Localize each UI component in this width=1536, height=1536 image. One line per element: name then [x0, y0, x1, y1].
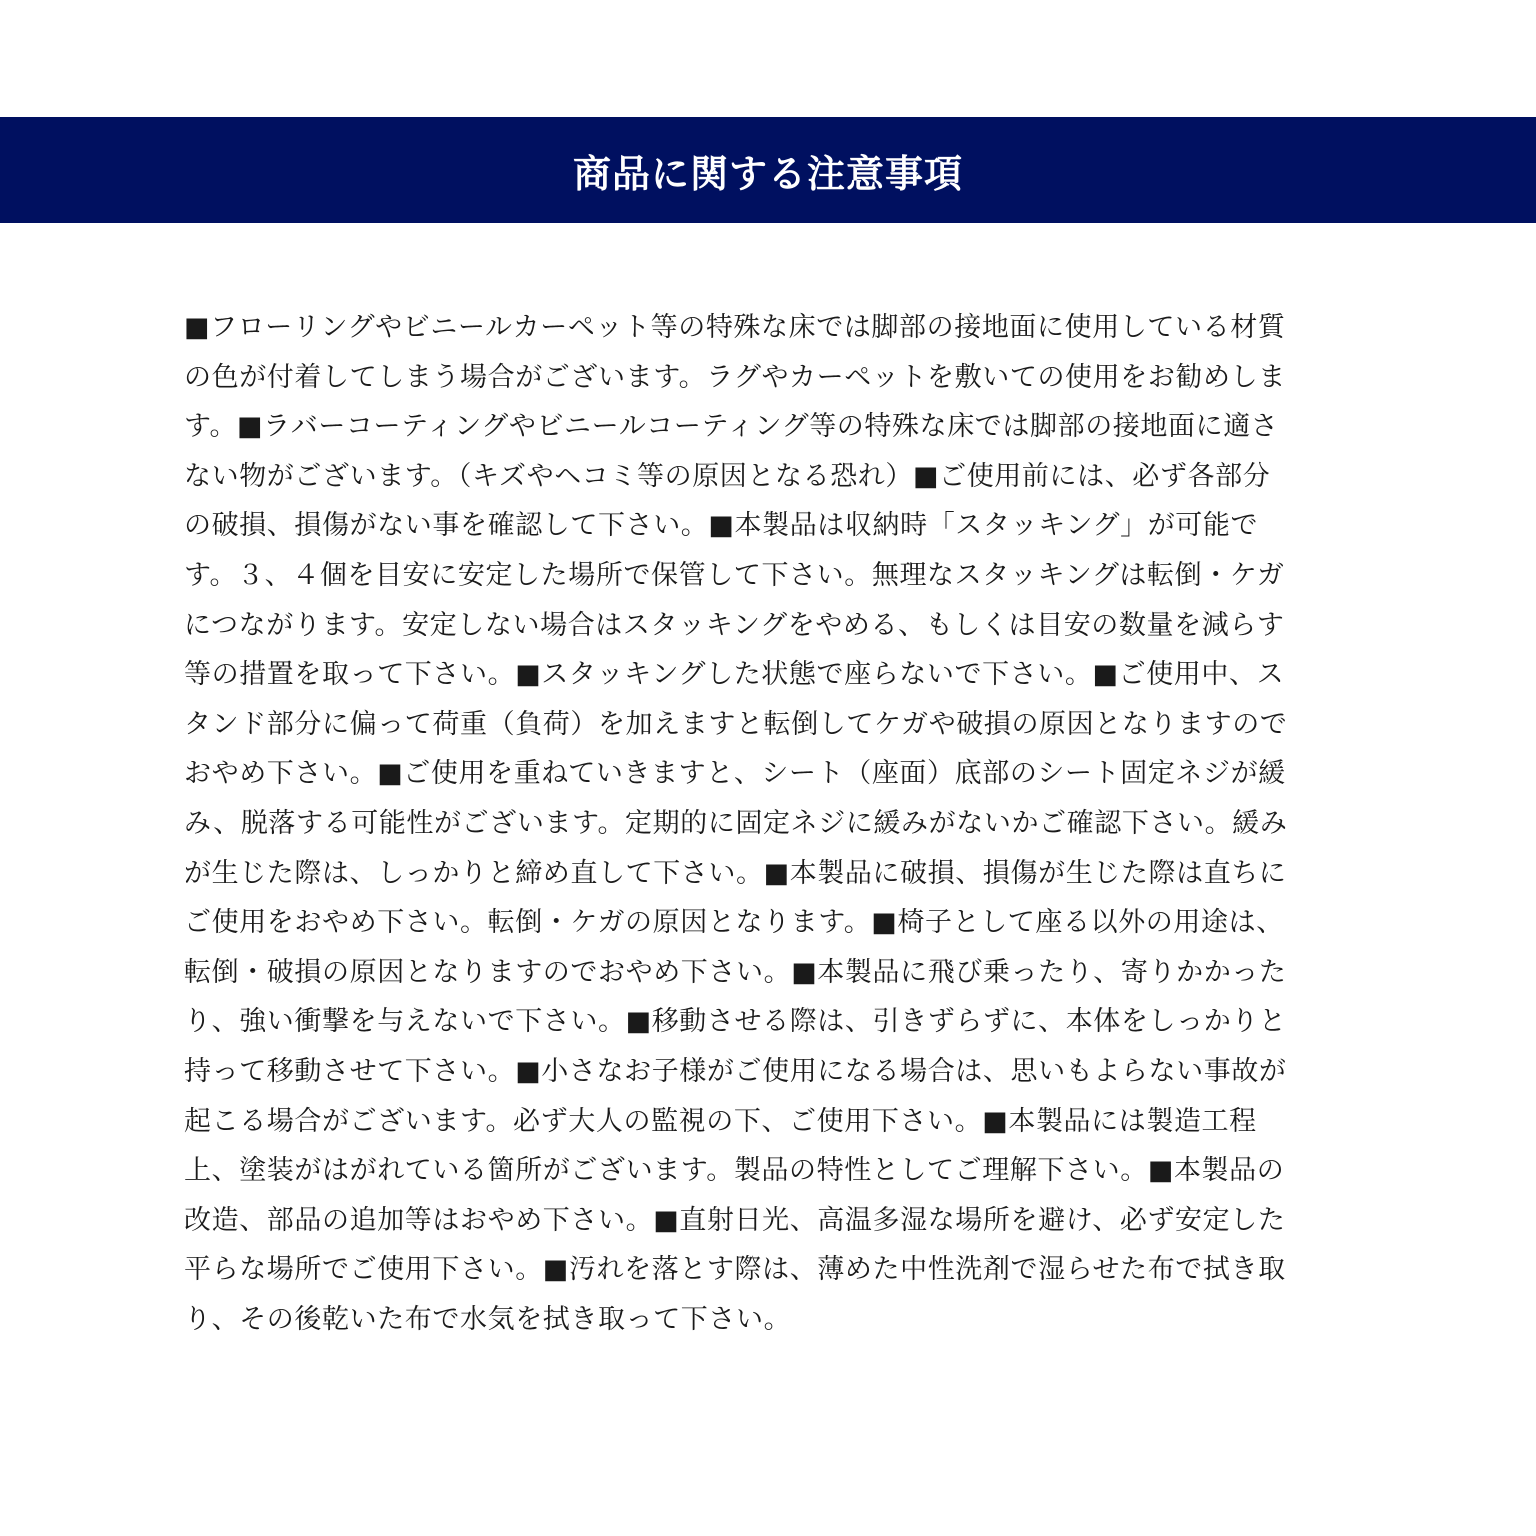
notice-line: 転倒・破損の原因となりますのでおやめ下さい。■本製品に飛び乗ったり、寄りかかった [184, 956, 1287, 988]
notice-line: ない物がございます。（キズやヘコミ等の原因となる恐れ）■ご使用前には、必ず各部分 [184, 460, 1271, 492]
notice-line: ご使用をおやめ下さい。転倒・ケガの原因となります。■椅子として座る以外の用途は、 [184, 907, 1284, 939]
page-title: 商品に関する注意事項 [572, 151, 963, 196]
notice-line: 上、塗装がはがれている箇所がございます。製品の特性としてご理解下さい。■本製品の [184, 1155, 1285, 1187]
notice-line: につながります。安定しない場合はスタッキングをやめる、もしくは目安の数量を減らす [184, 609, 1285, 641]
notice-line: み、脱落する可能性がございます。定期的に固定ネジに緩みがないかご確認下さい。緩み [184, 807, 1288, 839]
notice-text-block [184, 303, 1354, 1344]
notice-line: す。３、４個を目安に安定した場所で保管して下さい。無理なスタッキングは転倒・ケガ [184, 559, 1285, 591]
notice-line: が生じた際は、しっかりと締め直して下さい。■本製品に破損、損傷が生じた際は直ちに [184, 857, 1287, 889]
notice-line: す。■ラバーコーティングやビニールコーティング等の特殊な床では脚部の接地面に適さ [184, 411, 1279, 443]
notice-line: り、その後乾いた布で水気を拭き取って下さい。 [184, 1303, 792, 1335]
notice-line: おやめ下さい。■ご使用を重ねていきますと、シート（座面）底部のシート固定ネジが緩 [184, 758, 1286, 790]
notice-line: の破損、損傷がない事を確認して下さい。■本製品は収納時「スタッキング」が可能で [184, 510, 1259, 542]
notice-line: 改造、部品の追加等はおやめ下さい。■直射日光、高温多湿な場所を避け、必ず安定した [184, 1204, 1286, 1236]
notice-line: 起こる場合がございます。必ず大人の監視の下、ご使用下さい。■本製品には製造工程 [184, 1105, 1257, 1137]
notice-line: 持って移動させて下さい。■小さなお子様がご使用になる場合は、思いもよらない事故が [184, 1055, 1287, 1087]
header-band [0, 117, 1536, 223]
notice-line: ■フローリングやビニールカーペット等の特殊な床では脚部の接地面に使用している材質 [184, 312, 1286, 343]
notice-line: 等の措置を取って下さい。■スタッキングした状態で座らないで下さい。■ご使用中、ス [184, 659, 1285, 691]
notice-line: の色が付着してしまう場合がございます。ラグやカーペットを敷いての使用をお勧めしま [184, 361, 1286, 393]
notice-line: タンド部分に偏って荷重（負荷）を加えますと転倒してケガや破損の原因となりますので [184, 708, 1288, 740]
notice-line: 平らな場所でご使用下さい。■汚れを落とす際は、薄めた中性洗剤で湿らせた布で拭き取 [184, 1254, 1286, 1286]
notice-line: り、強い衝撃を与えないで下さい。■移動させる際は、引きずらずに、本体をしっかりと [184, 1006, 1287, 1038]
